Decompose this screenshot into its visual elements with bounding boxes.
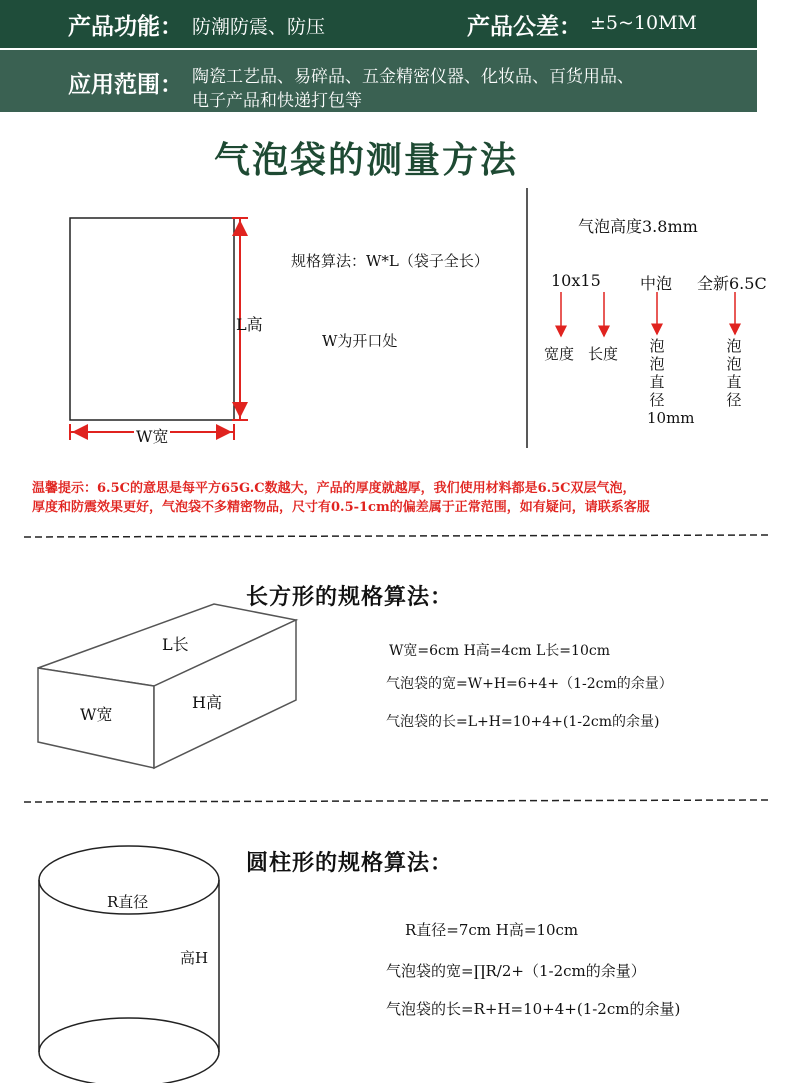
- box-l-label: L长: [162, 635, 189, 654]
- cylinder-h-label: 高H: [180, 949, 209, 967]
- notice-line-2: 厚度和防震效果更好，气泡袋不多精密物品，尺寸有0.5-1cm的偏差属于正常范围，如有疑问，请联系客服: [32, 500, 650, 515]
- application-line-1: 陶瓷工艺品、易碎品、五金精密仪器、化妆品、百货用品、: [192, 67, 634, 87]
- cylinder-r-label: R直径: [107, 893, 149, 911]
- bubble-diameter-vertical: 泡泡直径10mm: [647, 337, 695, 427]
- size-example: 10x15: [551, 271, 601, 290]
- dashed-separator-2: [24, 800, 768, 802]
- box-w-label: W宽: [80, 705, 113, 724]
- rectangle-width-formula: 气泡袋的宽=W+H=6+4+（1-2cm的余量）: [386, 676, 673, 692]
- cylinder-length-formula: 气泡袋的长=R+H=10+4+(1-2cm的余量): [386, 1000, 681, 1018]
- cylinder-dims: R直径=7cm H高=10cm: [405, 921, 579, 939]
- bubble-size: 中泡: [640, 274, 673, 293]
- rect-l-label: L高: [236, 315, 263, 334]
- tolerance-label: 产品公差：: [467, 13, 582, 40]
- notice-line-1: 温馨提示：6.5C的意思是每平方65G.C数越大，产品的厚度就越厚，我们使用材料都是6.5C双层气泡，: [32, 481, 636, 496]
- dashed-separator-1: [24, 535, 768, 537]
- tolerance-value: ±5~10MM: [590, 12, 698, 34]
- cylinder-bottom: [39, 1018, 219, 1083]
- box-h-label: H高: [192, 693, 222, 712]
- bag-outline: [70, 218, 234, 420]
- measure-title: 气泡袋的测量方法: [214, 139, 519, 181]
- application-line-2: 电子产品和快递打包等: [192, 91, 362, 111]
- application-label: 应用范围：: [68, 71, 183, 98]
- cylinder-title: 圆柱形的规格算法：: [246, 850, 454, 876]
- spec-formula: 规格算法：W*L（袋子全长）: [291, 252, 489, 270]
- width-label: 宽度: [544, 345, 575, 363]
- bubble-height: 气泡高度3.8mm: [578, 217, 698, 236]
- function-value: 防潮防震、防压: [192, 16, 326, 38]
- new-grade: 全新6.5C: [697, 274, 767, 293]
- w-opening-note: W为开口处: [322, 332, 398, 350]
- rectangle-length-formula: 气泡袋的长=L+H=10+4+(1-2cm的余量): [386, 714, 660, 730]
- rectangle-title: 长方形的规格算法：: [246, 584, 454, 610]
- length-label: 长度: [588, 345, 619, 363]
- rect-w-label: W宽: [134, 424, 170, 447]
- cylinder-width-formula: 气泡袋的宽=∏R/2+（1-2cm的余量）: [386, 962, 646, 980]
- function-label: 产品功能：: [68, 13, 183, 40]
- bubble-diameter-vertical-2: 泡泡直径: [726, 337, 742, 409]
- rectangle-dims: W宽=6cm H高=4cm L长=10cm: [389, 643, 610, 659]
